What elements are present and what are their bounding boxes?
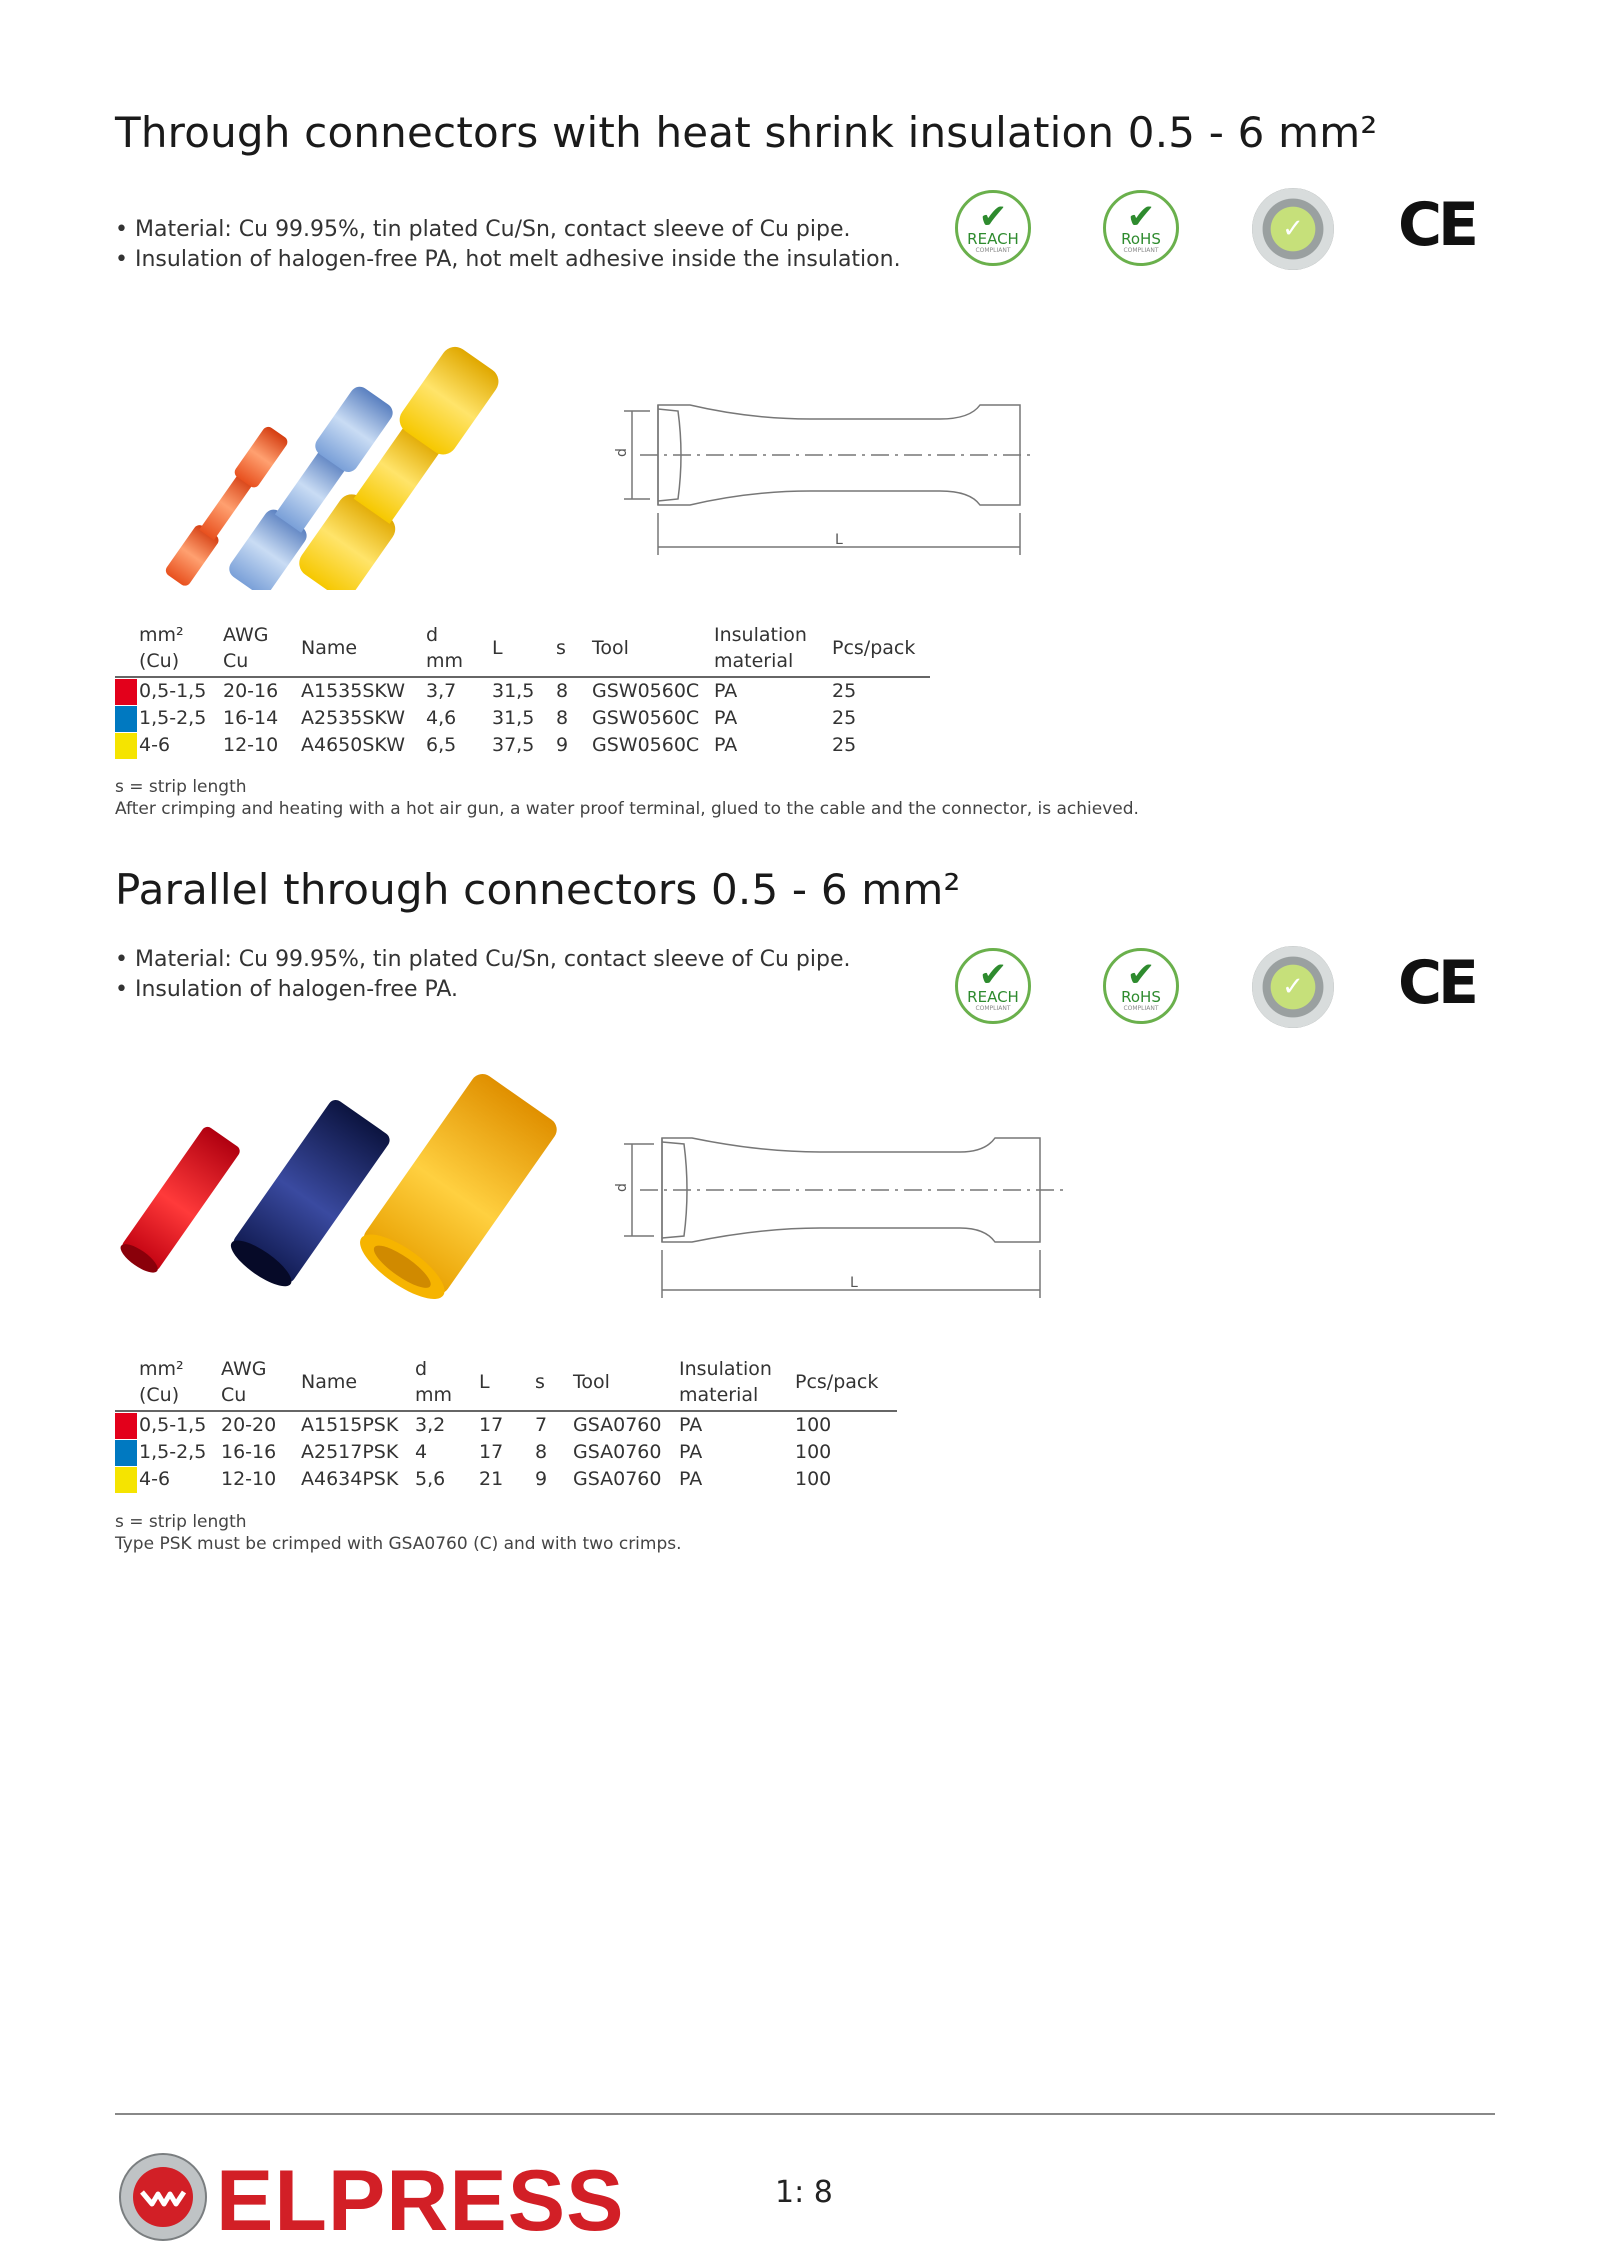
table-cell: 5,6 (415, 1468, 446, 1490)
table-cell: 25 (832, 707, 857, 729)
column-header: Insulation material (714, 624, 807, 672)
check-icon: ✔ (978, 197, 1008, 237)
note-line: s = strip length (115, 1512, 247, 1532)
note-line: Type PSK must be crimped with GSA0760 (C) and with two crimps. (115, 1534, 682, 1554)
spec-table (115, 1356, 897, 1493)
table-cell: 4 (415, 1441, 428, 1463)
table-cell: 20-20 (221, 1414, 277, 1436)
d-dimension-label: d (614, 448, 630, 457)
table-row (115, 1411, 897, 1439)
table-cell: PA (714, 680, 738, 702)
parallel-connectors-photo (110, 1040, 590, 1310)
reach-badge: ✔ REACH COMPLIANT (955, 948, 1031, 1024)
table-cell: PA (679, 1414, 703, 1436)
reach-badge: ✔ REACH COMPLIANT (955, 190, 1031, 266)
notes (115, 1511, 682, 1555)
color-swatch (115, 1413, 137, 1439)
column-header: Pcs/pack (832, 637, 916, 659)
bullet-item: • Insulation of halogen-free PA, hot melt adhesive inside the insulation. (115, 245, 901, 275)
table-row (115, 705, 930, 732)
table-cell: PA (679, 1441, 703, 1463)
table-cell: A4634PSK (301, 1468, 399, 1490)
connector-drawing (610, 395, 1050, 565)
certification-seal-icon: ✓ (1252, 946, 1334, 1028)
table-cell: GSA0760 (573, 1441, 662, 1463)
column-header: mm² (Cu) (139, 624, 184, 672)
table-header-row (115, 1356, 897, 1411)
table-cell: A2535SKW (301, 707, 405, 729)
table-row (115, 1466, 897, 1493)
table-row (115, 732, 930, 759)
table-cell: GSW0560C (592, 707, 700, 729)
table-row (115, 1439, 897, 1466)
color-swatch (115, 679, 137, 705)
table-cell: 25 (832, 734, 857, 756)
table-cell: 0,5-1,5 (139, 1414, 207, 1436)
table-cell: PA (714, 707, 738, 729)
bullet-item: • Material: Cu 99.95%, tin plated Cu/Sn, contact sleeve of Cu pipe. (115, 215, 901, 245)
heat-shrink-connectors-photo (110, 300, 510, 590)
notes (115, 776, 1139, 820)
spec-table (115, 622, 930, 759)
table-cell: 37,5 (492, 734, 535, 756)
color-swatch (115, 1440, 137, 1466)
table-cell: 9 (556, 734, 569, 756)
section2-bullets (115, 945, 850, 1005)
table-cell: GSW0560C (592, 680, 700, 702)
table-cell: 20-16 (223, 680, 279, 702)
table-cell: PA (679, 1468, 703, 1490)
table-cell: 12-10 (223, 734, 279, 756)
table-cell: 3,7 (426, 680, 457, 702)
column-header: mm² (Cu) (139, 1358, 184, 1406)
table-cell: 12-10 (221, 1468, 277, 1490)
column-header: Tool (573, 1371, 610, 1393)
brand-name: ELPRESS (216, 2153, 625, 2242)
column-header: s (556, 637, 566, 659)
column-header: Pcs/pack (795, 1371, 879, 1393)
l-dimension-label: L (835, 532, 843, 548)
table-cell: 3,2 (415, 1414, 446, 1436)
check-icon: ✔ (1126, 955, 1156, 995)
ce-mark: CE (1398, 948, 1476, 1018)
table-cell: GSW0560C (592, 734, 700, 756)
column-header: Name (301, 1371, 358, 1393)
column-header: Name (301, 637, 358, 659)
check-icon: ✔ (978, 955, 1008, 995)
table-cell: 0,5-1,5 (139, 680, 207, 702)
table-cell: 6,5 (426, 734, 457, 756)
table-cell: 21 (479, 1468, 504, 1490)
section1-bullets (115, 215, 901, 275)
column-header: L (479, 1371, 490, 1393)
column-header: AWG Cu (223, 624, 269, 672)
ce-mark: CE (1398, 190, 1476, 260)
table-cell: PA (714, 734, 738, 756)
rohs-badge: ✔ RoHS COMPLIANT (1103, 190, 1179, 266)
table-row (115, 677, 930, 705)
table-cell: 100 (795, 1441, 832, 1463)
note-line: s = strip length (115, 777, 247, 797)
table-cell: 16-14 (223, 707, 279, 729)
column-header: d mm (415, 1358, 453, 1406)
spec-table-body (115, 677, 930, 759)
check-icon: ✔ (1126, 197, 1156, 237)
table-cell: 100 (795, 1414, 832, 1436)
column-header: s (535, 1371, 545, 1393)
spec-table-body (115, 1411, 897, 1493)
table-cell: 1,5-2,5 (139, 1441, 207, 1463)
table-cell: A4650SKW (301, 734, 405, 756)
certification-seal-icon: ✓ (1252, 188, 1334, 270)
l-dimension-label: L (850, 1275, 858, 1291)
table-cell: 8 (535, 1441, 548, 1463)
table-cell: A1515PSK (301, 1414, 399, 1436)
table-cell: 8 (556, 680, 569, 702)
column-header: Tool (592, 637, 629, 659)
rohs-badge: ✔ RoHS COMPLIANT (1103, 948, 1179, 1024)
table-cell: 17 (479, 1414, 504, 1436)
table-cell: 1,5-2,5 (139, 707, 207, 729)
section1-title: Through connectors with heat shrink insulation 0.5 - 6 mm² (115, 108, 1378, 157)
table-cell: 8 (556, 707, 569, 729)
table-cell: 4-6 (139, 734, 171, 756)
color-swatch (115, 733, 137, 759)
table-cell: 16-16 (221, 1441, 277, 1463)
elpress-logo (118, 2152, 638, 2242)
table-cell: 9 (535, 1468, 548, 1490)
column-header: d mm (426, 624, 464, 672)
table-cell: GSA0760 (573, 1414, 662, 1436)
note-line: After crimping and heating with a hot air gun, a water proof terminal, glued to the cable and the connector, is achieved. (115, 799, 1139, 819)
bullet-item: • Material: Cu 99.95%, tin plated Cu/Sn, contact sleeve of Cu pipe. (115, 945, 850, 975)
table-cell: 25 (832, 680, 857, 702)
table-cell: A2517PSK (301, 1441, 399, 1463)
color-swatch (115, 1467, 137, 1493)
column-header: Insulation material (679, 1358, 772, 1406)
section2-title: Parallel through connectors 0.5 - 6 mm² (115, 865, 961, 914)
table-header-row (115, 622, 930, 677)
table-cell: 100 (795, 1468, 832, 1490)
footer-divider (115, 2113, 1495, 2115)
color-swatch (115, 706, 137, 732)
column-header: AWG Cu (221, 1358, 267, 1406)
table-cell: 31,5 (492, 680, 535, 702)
table-cell: 31,5 (492, 707, 535, 729)
table-cell: 17 (479, 1441, 504, 1463)
table-cell: 4,6 (426, 707, 457, 729)
table-cell: A1535SKW (301, 680, 405, 702)
page-number: 1: 8 (775, 2175, 833, 2210)
d-dimension-label: d (614, 1183, 630, 1192)
table-cell: 7 (535, 1414, 548, 1436)
connector-drawing (610, 1130, 1070, 1300)
table-cell: GSA0760 (573, 1468, 662, 1490)
table-cell: 4-6 (139, 1468, 171, 1490)
bullet-item: • Insulation of halogen-free PA. (115, 975, 850, 1005)
column-header: L (492, 637, 503, 659)
